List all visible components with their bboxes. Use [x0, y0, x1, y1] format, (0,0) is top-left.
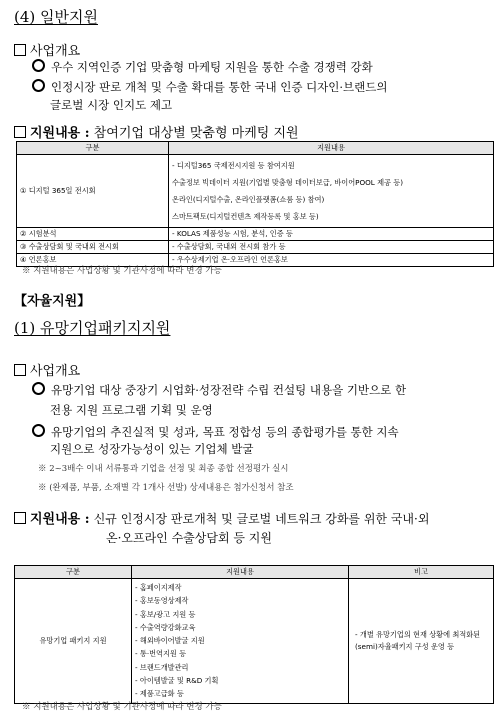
- cell-line: - 홍보동영상제작: [135, 596, 189, 606]
- table-row: [17, 228, 494, 241]
- s4-bullet-1: [32, 58, 373, 77]
- circle-bullet-icon: [32, 79, 45, 92]
- section-1-heading: (1) 유망기업패키지지원: [14, 319, 171, 337]
- self-support-heading: 【자율지원】: [14, 294, 91, 309]
- table-header: 비고: [349, 566, 494, 579]
- cell-line: - 홍보/광고 지원 등: [135, 609, 196, 619]
- table-row: [15, 579, 494, 704]
- circle-bullet-icon: [32, 382, 45, 395]
- s4-content-label: 지원내용 :: [30, 126, 90, 141]
- table-cell: - 수출상담회, 국내외 전시회 참가 등: [169, 241, 494, 254]
- table-row: [17, 241, 494, 254]
- table-cell: ① 디지털 365일 전시회: [17, 155, 169, 228]
- circle-bullet-icon: [32, 424, 45, 437]
- cell-line: - 수출역량강화교육: [135, 622, 196, 632]
- table-header-row: [15, 566, 494, 579]
- s4-bullet-2: [32, 78, 388, 97]
- s1-bullet-2-cont: 지원으로 성장가능성이 있는 기업체 발굴: [50, 442, 254, 456]
- table-cell: ② 시험분석: [17, 228, 169, 241]
- table-cell: ③ 수출상담회 및 국내외 전시회: [17, 241, 169, 254]
- table-cell: [132, 579, 349, 704]
- s1-bullet-1-cont: 전용 지원 프로그램 기획 및 운영: [50, 403, 213, 417]
- table-row: [17, 155, 494, 228]
- s4-bullet-2-cont: 글로벌 시장 인지도 제고: [50, 98, 173, 112]
- table-header: 지원내용: [169, 142, 494, 155]
- s1-subnote-2: ※ (완제품, 부품, 소재별 각 1개사 선발) 상세내용은 첨가신청서 참조: [38, 483, 294, 493]
- s1-note: ※ 지원내용은 사업상황 및 기관사정에 따라 변경 가능: [22, 702, 222, 712]
- s4-overview-title: [14, 40, 80, 59]
- cell-line: - 홈페이지제작: [135, 583, 182, 592]
- table-cell: - 개별 유망기업의 현재 상황에 최적화된 (semi)자율패키지 구성 운영 등: [349, 579, 494, 704]
- s1-table: [14, 565, 494, 704]
- cell-line: - 해외바이어발굴 지원: [135, 636, 205, 646]
- cell-line: 온라인(디지털수출, 온라인플랫폼(쇼룸 등) 참여): [172, 195, 325, 204]
- s1-content-label: 지원내용 :: [30, 512, 90, 527]
- cell-line: - 브랜드개발관리: [135, 662, 189, 672]
- s4-table: [16, 141, 494, 267]
- table-cell: - KOLAS 제품성능 시험, 분석, 인증 등: [169, 228, 494, 241]
- s1-overview-title: [14, 360, 80, 379]
- s4-content-line: [14, 122, 299, 141]
- s4-note: ※ 지원내용은 사업상황 및 기관사정에 따라 변경 가능: [22, 266, 222, 276]
- square-icon: [14, 44, 26, 56]
- s4-bullet-1-text: 우수 지역인증 기업 맞춤형 마케팅 지원을 통한 수출 경쟁력 강화: [51, 60, 373, 74]
- table-header: 구분: [17, 142, 169, 155]
- table-cell: ④ 언론홍보: [17, 254, 169, 267]
- square-icon: [14, 364, 26, 376]
- table-header-row: [17, 142, 494, 155]
- circle-bullet-icon: [32, 59, 45, 72]
- cell-line: - 디지털365 국제전시지원 등 참여지원: [172, 161, 295, 170]
- table-header: 지원내용: [132, 566, 349, 579]
- cell-line: - 통·번역지원 등: [135, 649, 187, 659]
- s1-subnote-1: ※ 2~3배수 이내 서류통과 기업을 선정 및 최종 종합 선정평가 실시: [38, 464, 289, 474]
- cell-line: 스마트팩토(디지털컨텐츠 제작등록 및 홍보 등): [172, 212, 319, 221]
- s1-bullet-1: [32, 381, 406, 400]
- square-icon: [14, 512, 26, 524]
- s1-content-line: [14, 508, 429, 527]
- cell-line: - 제품고급화 등: [135, 689, 184, 699]
- table-cell: [169, 155, 494, 228]
- square-icon: [14, 126, 26, 138]
- s1-bullet-2-text: 유망기업의 추진실적 및 성과, 목표 정합성 등의 종합평가를 통한 지속: [51, 425, 399, 439]
- cell-line: - 아이템발굴 및 R&D 기획: [135, 676, 219, 686]
- table-cell: - 우수상제기업 온·오프라인 언론홍보: [169, 254, 494, 267]
- s1-overview-label: 사업개요: [30, 364, 81, 379]
- s4-bullet-2-text: 인정시장 판로 개척 및 수출 확대를 통한 국내 인증 디자인·브랜드의: [51, 80, 388, 94]
- s1-content-text-2: 온·오프라인 수출상담회 등 지원: [106, 531, 272, 545]
- table-cell: 유망기업 패키지 지원: [15, 579, 132, 704]
- table-header: 구분: [15, 566, 132, 579]
- s4-content-text: 참여기업 대상별 맞춤형 마케팅 지원: [93, 126, 299, 141]
- cell-line: 수출정보 빅데이터 지원(기업별 맞춤형 데이터보급, 바이어POOL 제공 등): [172, 178, 404, 187]
- section-4-heading: (4) 일반지원: [14, 8, 98, 26]
- s1-bullet-1-text: 유망기업 대상 중장기 시업화·성장전략 수립 컨설팅 내용을 기반으로 한: [51, 383, 407, 397]
- s4-overview-label: 사업개요: [30, 44, 81, 59]
- s1-content-text-1: 신규 인정시장 판로개척 및 글로벌 네트워크 강화를 위한 국내·외: [93, 512, 430, 526]
